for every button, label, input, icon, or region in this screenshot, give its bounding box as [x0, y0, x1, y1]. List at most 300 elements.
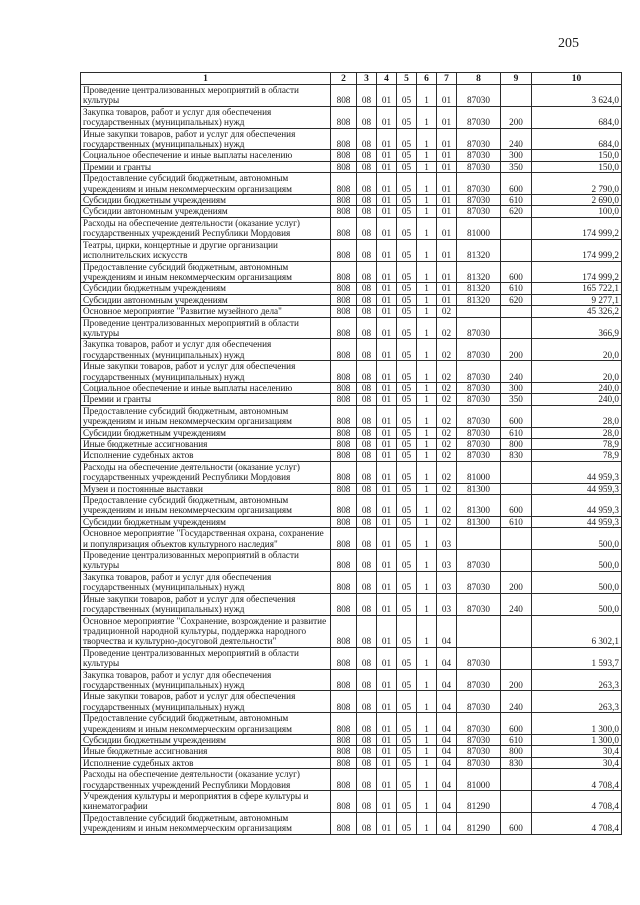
- expense-type-cell: 830: [501, 450, 532, 461]
- table-row: [81, 746, 622, 757]
- ministry-code-cell: 808: [331, 461, 357, 483]
- subprogram-code-cell: 1: [417, 593, 437, 615]
- row-name-cell: Субсидии бюджетным учреждениям: [81, 516, 331, 527]
- event-code-cell: 02: [437, 382, 457, 393]
- subprogram-code-cell: 1: [417, 106, 437, 128]
- event-code-cell: 02: [437, 495, 457, 517]
- section-code-cell: 08: [357, 812, 377, 834]
- subprogram-code-cell: 1: [417, 382, 437, 393]
- table-row: [81, 106, 622, 128]
- table-row: [81, 173, 622, 195]
- amount-cell: 20,0: [532, 339, 622, 361]
- table-row: [81, 317, 622, 339]
- program-code-cell: 05: [397, 615, 417, 647]
- subprogram-code-cell: 1: [417, 261, 437, 283]
- subsection-code-cell: 01: [377, 691, 397, 713]
- program-code-cell: 05: [397, 528, 417, 550]
- column-header: 2: [331, 73, 357, 85]
- event-code-cell: 01: [437, 294, 457, 305]
- subsection-code-cell: 01: [377, 173, 397, 195]
- subsection-code-cell: 01: [377, 106, 397, 128]
- amount-cell: 1 593,7: [532, 647, 622, 669]
- subprogram-code-cell: 1: [417, 206, 437, 217]
- row-name-cell: Закупка товаров, работ и услуг для обеспечения государственных (муниципальных) нужд: [81, 106, 331, 128]
- subprogram-code-cell: 1: [417, 495, 437, 517]
- table-row: [81, 528, 622, 550]
- direction-code-cell: 81290: [457, 812, 501, 834]
- subsection-code-cell: 01: [377, 382, 397, 393]
- subsection-code-cell: 01: [377, 217, 397, 239]
- table-row: [81, 394, 622, 405]
- table-header-row: [81, 73, 622, 85]
- table-row: [81, 128, 622, 150]
- ministry-code-cell: 808: [331, 106, 357, 128]
- table-row: [81, 734, 622, 745]
- ministry-code-cell: 808: [331, 571, 357, 593]
- table-row: [81, 439, 622, 450]
- table-row: [81, 382, 622, 393]
- direction-code-cell: 87030: [457, 128, 501, 150]
- row-name-cell: Иные бюджетные ассигнования: [81, 439, 331, 450]
- ministry-code-cell: 808: [331, 317, 357, 339]
- event-code-cell: 02: [437, 516, 457, 527]
- direction-code-cell: 81000: [457, 461, 501, 483]
- row-name-cell: Предоставление субсидий бюджетным, автономным учреждениям и иным некоммерческим организациям: [81, 261, 331, 283]
- row-name-cell: Исполнение судебных актов: [81, 757, 331, 768]
- expense-type-cell: 800: [501, 746, 532, 757]
- amount-cell: 44 959,3: [532, 495, 622, 517]
- amount-cell: 45 326,2: [532, 306, 622, 317]
- table-row: [81, 812, 622, 834]
- event-code-cell: 01: [437, 128, 457, 150]
- ministry-code-cell: 808: [331, 339, 357, 361]
- expense-type-cell: [501, 317, 532, 339]
- event-code-cell: 04: [437, 746, 457, 757]
- event-code-cell: 04: [437, 713, 457, 735]
- direction-code-cell: 81300: [457, 483, 501, 494]
- ministry-code-cell: 808: [331, 669, 357, 691]
- row-name-cell: Субсидии автономным учреждениям: [81, 294, 331, 305]
- subsection-code-cell: 01: [377, 647, 397, 669]
- budget-table: [80, 72, 622, 835]
- event-code-cell: 04: [437, 615, 457, 647]
- amount-cell: 4 708,4: [532, 812, 622, 834]
- ministry-code-cell: 808: [331, 173, 357, 195]
- subprogram-code-cell: 1: [417, 339, 437, 361]
- direction-code-cell: 81320: [457, 239, 501, 261]
- event-code-cell: 01: [437, 217, 457, 239]
- section-code-cell: 08: [357, 206, 377, 217]
- subsection-code-cell: 01: [377, 769, 397, 791]
- expense-type-cell: [501, 306, 532, 317]
- table-row: [81, 206, 622, 217]
- event-code-cell: 02: [437, 439, 457, 450]
- subprogram-code-cell: 1: [417, 571, 437, 593]
- program-code-cell: 05: [397, 106, 417, 128]
- amount-cell: 174 999,2: [532, 261, 622, 283]
- table-row: [81, 550, 622, 572]
- event-code-cell: 01: [437, 239, 457, 261]
- section-code-cell: 08: [357, 495, 377, 517]
- direction-code-cell: 87030: [457, 550, 501, 572]
- row-name-cell: Предоставление субсидий бюджетным, автономным учреждениям и иным некоммерческим организациям: [81, 713, 331, 735]
- subsection-code-cell: 01: [377, 283, 397, 294]
- section-code-cell: 08: [357, 85, 377, 107]
- expense-type-cell: 610: [501, 516, 532, 527]
- ministry-code-cell: 808: [331, 195, 357, 206]
- subprogram-code-cell: 1: [417, 812, 437, 834]
- program-code-cell: 05: [397, 217, 417, 239]
- program-code-cell: 05: [397, 173, 417, 195]
- expense-type-cell: [501, 528, 532, 550]
- amount-cell: 150,0: [532, 150, 622, 161]
- table-row: [81, 294, 622, 305]
- event-code-cell: 01: [437, 150, 457, 161]
- subprogram-code-cell: 1: [417, 528, 437, 550]
- table-row: [81, 516, 622, 527]
- expense-type-cell: 830: [501, 757, 532, 768]
- event-code-cell: 03: [437, 528, 457, 550]
- ministry-code-cell: 808: [331, 812, 357, 834]
- row-name-cell: Предоставление субсидий бюджетным, автономным учреждениям и иным некоммерческим организациям: [81, 173, 331, 195]
- table-row: [81, 261, 622, 283]
- section-code-cell: 08: [357, 757, 377, 768]
- direction-code-cell: 87030: [457, 593, 501, 615]
- amount-cell: 44 959,3: [532, 483, 622, 494]
- amount-cell: 78,9: [532, 439, 622, 450]
- ministry-code-cell: 808: [331, 791, 357, 813]
- program-code-cell: 05: [397, 734, 417, 745]
- event-code-cell: 01: [437, 161, 457, 172]
- table-row: [81, 339, 622, 361]
- event-code-cell: 01: [437, 106, 457, 128]
- program-code-cell: 05: [397, 317, 417, 339]
- ministry-code-cell: 808: [331, 528, 357, 550]
- row-name-cell: Социальное обеспечение и иные выплаты населению: [81, 150, 331, 161]
- subprogram-code-cell: 1: [417, 85, 437, 107]
- table-row: [81, 615, 622, 647]
- section-code-cell: 08: [357, 647, 377, 669]
- event-code-cell: 01: [437, 85, 457, 107]
- direction-code-cell: 87030: [457, 427, 501, 438]
- subsection-code-cell: 01: [377, 483, 397, 494]
- direction-code-cell: 87030: [457, 173, 501, 195]
- program-code-cell: 05: [397, 261, 417, 283]
- subsection-code-cell: 01: [377, 615, 397, 647]
- event-code-cell: 03: [437, 593, 457, 615]
- table-row: [81, 757, 622, 768]
- subsection-code-cell: 01: [377, 150, 397, 161]
- ministry-code-cell: 808: [331, 691, 357, 713]
- subprogram-code-cell: 1: [417, 746, 437, 757]
- program-code-cell: 05: [397, 161, 417, 172]
- page-number: 205: [558, 36, 579, 51]
- amount-cell: 3 624,0: [532, 85, 622, 107]
- ministry-code-cell: 808: [331, 217, 357, 239]
- row-name-cell: Закупка товаров, работ и услуг для обеспечения государственных (муниципальных) нужд: [81, 571, 331, 593]
- event-code-cell: 02: [437, 450, 457, 461]
- expense-type-cell: 350: [501, 394, 532, 405]
- section-code-cell: 08: [357, 106, 377, 128]
- row-name-cell: Иные закупки товаров, работ и услуг для обеспечения государственных (муниципальных) нужд: [81, 361, 331, 383]
- program-code-cell: 05: [397, 812, 417, 834]
- section-code-cell: 08: [357, 261, 377, 283]
- row-name-cell: Закупка товаров, работ и услуг для обеспечения государственных (муниципальных) нужд: [81, 669, 331, 691]
- ministry-code-cell: 808: [331, 593, 357, 615]
- subsection-code-cell: 01: [377, 427, 397, 438]
- subsection-code-cell: 01: [377, 516, 397, 527]
- subsection-code-cell: 01: [377, 757, 397, 768]
- section-code-cell: 08: [357, 394, 377, 405]
- ministry-code-cell: 808: [331, 150, 357, 161]
- row-name-cell: Основное мероприятие "Государственная охрана, сохранение и популяризация объектов культурного наследия": [81, 528, 331, 550]
- section-code-cell: 08: [357, 439, 377, 450]
- direction-code-cell: [457, 528, 501, 550]
- row-name-cell: Проведение централизованных мероприятий в области культуры: [81, 550, 331, 572]
- amount-cell: 500,0: [532, 593, 622, 615]
- row-name-cell: Иные закупки товаров, работ и услуг для обеспечения государственных (муниципальных) нужд: [81, 593, 331, 615]
- row-name-cell: Предоставление субсидий бюджетным, автономным учреждениям и иным некоммерческим организациям: [81, 495, 331, 517]
- expense-type-cell: 600: [501, 173, 532, 195]
- ministry-code-cell: 808: [331, 294, 357, 305]
- direction-code-cell: 87030: [457, 405, 501, 427]
- subsection-code-cell: 01: [377, 812, 397, 834]
- column-header: 9: [501, 73, 532, 85]
- table-row: [81, 495, 622, 517]
- section-code-cell: 08: [357, 405, 377, 427]
- program-code-cell: 05: [397, 294, 417, 305]
- program-code-cell: 05: [397, 516, 417, 527]
- program-code-cell: 05: [397, 691, 417, 713]
- row-name-cell: Субсидии бюджетным учреждениям: [81, 283, 331, 294]
- table-row: [81, 150, 622, 161]
- direction-code-cell: 87030: [457, 450, 501, 461]
- row-name-cell: Субсидии бюджетным учреждениям: [81, 427, 331, 438]
- amount-cell: 1 300,0: [532, 734, 622, 745]
- subsection-code-cell: 01: [377, 746, 397, 757]
- subsection-code-cell: 01: [377, 495, 397, 517]
- column-header: 1: [81, 73, 331, 85]
- amount-cell: 78,9: [532, 450, 622, 461]
- direction-code-cell: 87030: [457, 394, 501, 405]
- row-name-cell: Субсидии бюджетным учреждениям: [81, 195, 331, 206]
- subsection-code-cell: 01: [377, 593, 397, 615]
- section-code-cell: 08: [357, 528, 377, 550]
- expense-type-cell: 600: [501, 405, 532, 427]
- amount-cell: 684,0: [532, 106, 622, 128]
- expense-type-cell: 600: [501, 261, 532, 283]
- subsection-code-cell: 01: [377, 713, 397, 735]
- subprogram-code-cell: 1: [417, 195, 437, 206]
- subprogram-code-cell: 1: [417, 550, 437, 572]
- amount-cell: 500,0: [532, 550, 622, 572]
- event-code-cell: 02: [437, 339, 457, 361]
- expense-type-cell: 600: [501, 713, 532, 735]
- direction-code-cell: 87030: [457, 382, 501, 393]
- row-name-cell: Проведение централизованных мероприятий в области культуры: [81, 85, 331, 107]
- amount-cell: 44 959,3: [532, 461, 622, 483]
- table-row: [81, 85, 622, 107]
- direction-code-cell: 81300: [457, 516, 501, 527]
- direction-code-cell: [457, 306, 501, 317]
- section-code-cell: 08: [357, 516, 377, 527]
- program-code-cell: 05: [397, 483, 417, 494]
- section-code-cell: 08: [357, 283, 377, 294]
- expense-type-cell: [501, 791, 532, 813]
- amount-cell: 366,9: [532, 317, 622, 339]
- event-code-cell: 01: [437, 195, 457, 206]
- program-code-cell: 05: [397, 239, 417, 261]
- table-row: [81, 283, 622, 294]
- amount-cell: 240,0: [532, 394, 622, 405]
- event-code-cell: 03: [437, 550, 457, 572]
- row-name-cell: Субсидии бюджетным учреждениям: [81, 734, 331, 745]
- row-name-cell: Основное мероприятие "Сохранение, возрождение и развитие традиционной народной культуры, поддержка народного творчества и культурно-досуговой деятельности": [81, 615, 331, 647]
- amount-cell: 2 790,0: [532, 173, 622, 195]
- row-name-cell: Предоставление субсидий бюджетным, автономным учреждениям и иным некоммерческим организациям: [81, 812, 331, 834]
- expense-type-cell: 600: [501, 812, 532, 834]
- subsection-code-cell: 01: [377, 550, 397, 572]
- amount-cell: 684,0: [532, 128, 622, 150]
- expense-type-cell: [501, 217, 532, 239]
- event-code-cell: 03: [437, 571, 457, 593]
- column-header: 4: [377, 73, 397, 85]
- event-code-cell: 02: [437, 427, 457, 438]
- expense-type-cell: 240: [501, 593, 532, 615]
- ministry-code-cell: 808: [331, 746, 357, 757]
- subsection-code-cell: 01: [377, 361, 397, 383]
- section-code-cell: 08: [357, 461, 377, 483]
- program-code-cell: 05: [397, 150, 417, 161]
- subprogram-code-cell: 1: [417, 317, 437, 339]
- table-row: [81, 713, 622, 735]
- expense-type-cell: [501, 550, 532, 572]
- program-code-cell: 05: [397, 394, 417, 405]
- event-code-cell: 04: [437, 757, 457, 768]
- ministry-code-cell: 808: [331, 615, 357, 647]
- direction-code-cell: 81300: [457, 495, 501, 517]
- subprogram-code-cell: 1: [417, 615, 437, 647]
- amount-cell: 240,0: [532, 382, 622, 393]
- direction-code-cell: 81320: [457, 294, 501, 305]
- program-code-cell: 05: [397, 757, 417, 768]
- amount-cell: 263,3: [532, 691, 622, 713]
- ministry-code-cell: 808: [331, 361, 357, 383]
- ministry-code-cell: 808: [331, 439, 357, 450]
- direction-code-cell: 87030: [457, 691, 501, 713]
- subsection-code-cell: 01: [377, 439, 397, 450]
- expense-type-cell: 350: [501, 161, 532, 172]
- subsection-code-cell: 01: [377, 261, 397, 283]
- section-code-cell: 08: [357, 339, 377, 361]
- expense-type-cell: 610: [501, 283, 532, 294]
- expense-type-cell: [501, 461, 532, 483]
- table-row: [81, 791, 622, 813]
- ministry-code-cell: 808: [331, 206, 357, 217]
- program-code-cell: 05: [397, 306, 417, 317]
- expense-type-cell: 240: [501, 361, 532, 383]
- event-code-cell: 02: [437, 394, 457, 405]
- amount-cell: 20,0: [532, 361, 622, 383]
- section-code-cell: 08: [357, 294, 377, 305]
- row-name-cell: Премии и гранты: [81, 161, 331, 172]
- section-code-cell: 08: [357, 217, 377, 239]
- subsection-code-cell: 01: [377, 306, 397, 317]
- direction-code-cell: 87030: [457, 647, 501, 669]
- expense-type-cell: 200: [501, 339, 532, 361]
- program-code-cell: 05: [397, 427, 417, 438]
- subsection-code-cell: 01: [377, 128, 397, 150]
- section-code-cell: 08: [357, 615, 377, 647]
- expense-type-cell: 610: [501, 734, 532, 745]
- direction-code-cell: [457, 615, 501, 647]
- ministry-code-cell: 808: [331, 161, 357, 172]
- subprogram-code-cell: 1: [417, 283, 437, 294]
- amount-cell: 174 999,2: [532, 239, 622, 261]
- section-code-cell: 08: [357, 427, 377, 438]
- subprogram-code-cell: 1: [417, 483, 437, 494]
- subsection-code-cell: 01: [377, 461, 397, 483]
- section-code-cell: 08: [357, 691, 377, 713]
- ministry-code-cell: 808: [331, 394, 357, 405]
- section-code-cell: 08: [357, 150, 377, 161]
- program-code-cell: 05: [397, 791, 417, 813]
- subprogram-code-cell: 1: [417, 173, 437, 195]
- table-row: [81, 593, 622, 615]
- section-code-cell: 08: [357, 550, 377, 572]
- subprogram-code-cell: 1: [417, 394, 437, 405]
- subprogram-code-cell: 1: [417, 691, 437, 713]
- amount-cell: 4 708,4: [532, 791, 622, 813]
- row-name-cell: Социальное обеспечение и иные выплаты населению: [81, 382, 331, 393]
- direction-code-cell: 87030: [457, 339, 501, 361]
- subsection-code-cell: 01: [377, 791, 397, 813]
- ministry-code-cell: 808: [331, 757, 357, 768]
- direction-code-cell: 87030: [457, 734, 501, 745]
- program-code-cell: 05: [397, 461, 417, 483]
- direction-code-cell: 87030: [457, 317, 501, 339]
- direction-code-cell: 81320: [457, 261, 501, 283]
- ministry-code-cell: 808: [331, 283, 357, 294]
- expense-type-cell: 240: [501, 691, 532, 713]
- subsection-code-cell: 01: [377, 571, 397, 593]
- row-name-cell: Основное мероприятие "Развитие музейного дела": [81, 306, 331, 317]
- section-code-cell: 08: [357, 195, 377, 206]
- ministry-code-cell: 808: [331, 647, 357, 669]
- subprogram-code-cell: 1: [417, 427, 437, 438]
- direction-code-cell: 81000: [457, 769, 501, 791]
- event-code-cell: 02: [437, 461, 457, 483]
- subprogram-code-cell: 1: [417, 150, 437, 161]
- section-code-cell: 08: [357, 791, 377, 813]
- column-header: 10: [532, 73, 622, 85]
- row-name-cell: Проведение централизованных мероприятий в области культуры: [81, 647, 331, 669]
- program-code-cell: 05: [397, 669, 417, 691]
- column-header: 8: [457, 73, 501, 85]
- table-row: [81, 669, 622, 691]
- section-code-cell: 08: [357, 128, 377, 150]
- amount-cell: 500,0: [532, 571, 622, 593]
- section-code-cell: 08: [357, 734, 377, 745]
- subsection-code-cell: 01: [377, 294, 397, 305]
- direction-code-cell: 87030: [457, 757, 501, 768]
- expense-type-cell: 610: [501, 195, 532, 206]
- table-row: [81, 691, 622, 713]
- ministry-code-cell: 808: [331, 495, 357, 517]
- subsection-code-cell: 01: [377, 669, 397, 691]
- expense-type-cell: 800: [501, 439, 532, 450]
- amount-cell: 30,4: [532, 746, 622, 757]
